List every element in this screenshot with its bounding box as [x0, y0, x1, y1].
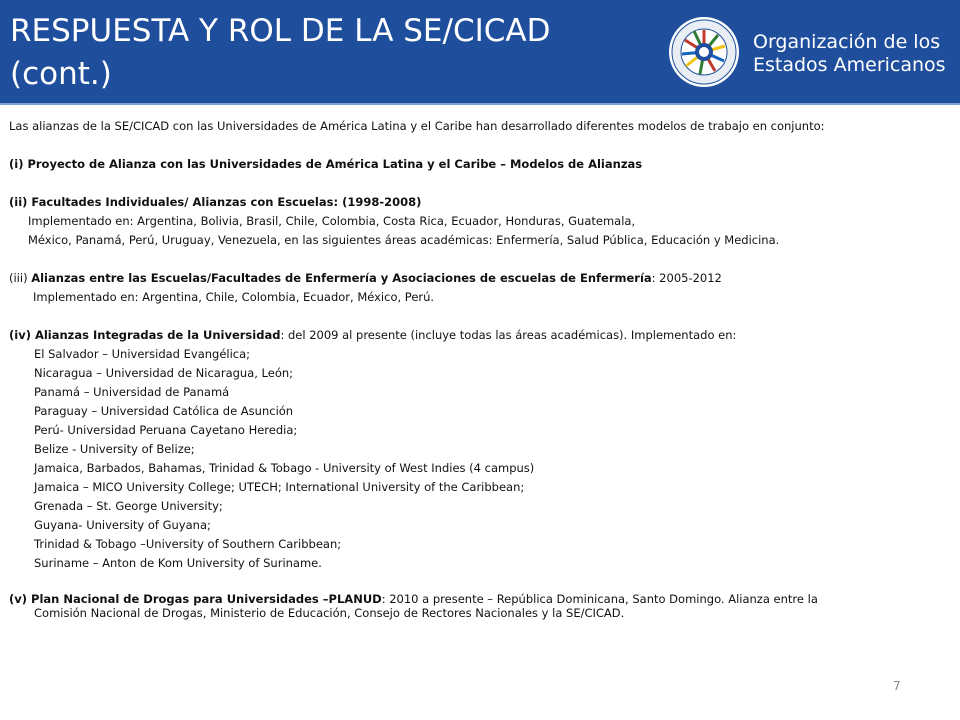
item-5-heading	[9, 592, 949, 606]
title-line-1: RESPUESTA Y ROL DE LA SE/CICAD	[10, 13, 551, 49]
list-item: Trinidad & Tobago –University of Southern Caribbean;	[34, 537, 342, 551]
item-5-line-2: Comisión Nacional de Drogas, Ministerio de Educación, Consejo de Rectores Nacionales y la SE/CICAD.	[34, 606, 625, 620]
item-5-title: (v) Plan Nacional de Drogas para Universidades –PLANUD	[9, 592, 382, 606]
list-item: Grenada – St. George University;	[34, 499, 223, 513]
item-2-heading: (ii) Facultades Individuales/ Alianzas con Escuelas: (1998-2008)	[9, 195, 422, 209]
list-item: Suriname – Anton de Kom University of Suriname.	[34, 556, 322, 570]
slide-body	[9, 117, 949, 620]
item-3-line-1: Implementado en: Argentina, Chile, Colombia, Ecuador, México, Perú.	[33, 290, 435, 304]
intro-text: Las alianzas de la SE/CICAD con las Universidades de América Latina y el Caribe han desarrollado diferentes modelos de trabajo en conjunto:	[9, 119, 825, 133]
item-1-heading: (i) Proyecto de Alianza con las Universidades de América Latina y el Caribe – Modelos de Alianzas	[9, 157, 643, 171]
item-3-heading	[9, 269, 949, 288]
oas-seal-icon	[668, 16, 740, 88]
list-item: Nicaragua – Universidad de Nicaragua, León;	[34, 366, 294, 380]
item-2-line-1: Implementado en: Argentina, Bolivia, Brasil, Chile, Colombia, Costa Rica, Ecuador, Honduras, Guatemala,	[28, 214, 636, 228]
item-4-title: (iv) Alianzas Integradas de la Universidad	[9, 328, 281, 342]
list-item: Jamaica – MICO University College; UTECH; International University of the Caribbean;	[34, 480, 525, 494]
item-5-desc: : 2010 a presente – República Dominicana, Santo Domingo. Alianza entre la	[381, 592, 818, 606]
item-3-title: Alianzas entre las Escuelas/Facultades de Enfermería y Asociaciones de escuelas de Enfermería	[31, 271, 652, 285]
list-item: El Salvador – Universidad Evangélica;	[34, 347, 251, 361]
item-4-desc: : del 2009 al presente (incluye todas las áreas académicas). Implementado en:	[280, 328, 737, 342]
list-item: Panamá – Universidad de Panamá	[34, 385, 230, 399]
list-item: Perú- Universidad Peruana Cayetano Heredia;	[34, 423, 298, 437]
org-name	[753, 31, 946, 77]
org-name-line-1: Organización de los	[753, 31, 941, 53]
list-item: Guyana- University of Guyana;	[34, 518, 211, 532]
title-line-2: (cont.)	[10, 56, 112, 92]
page-number: 7	[893, 679, 901, 693]
header-bar	[0, 0, 960, 103]
header-divider	[0, 103, 960, 105]
item-2-line-2: México, Panamá, Perú, Uruguay, Venezuela, en las siguientes áreas académicas: Enfermería, Salud Pública, Educación y Medicina.	[28, 233, 780, 247]
item-3-dates: : 2005-2012	[651, 271, 722, 285]
list-item: Paraguay – Universidad Católica de Asunción	[34, 404, 294, 418]
item-3-prefix: (iii)	[9, 271, 32, 285]
list-item: Belize - University of Belize;	[34, 442, 195, 456]
org-name-line-2: Estados Americanos	[753, 54, 946, 76]
slide-title	[10, 10, 550, 96]
item-4-heading	[9, 326, 949, 345]
list-item: Jamaica, Barbados, Bahamas, Trinidad & Tobago - University of West Indies (4 campus)	[34, 461, 535, 475]
